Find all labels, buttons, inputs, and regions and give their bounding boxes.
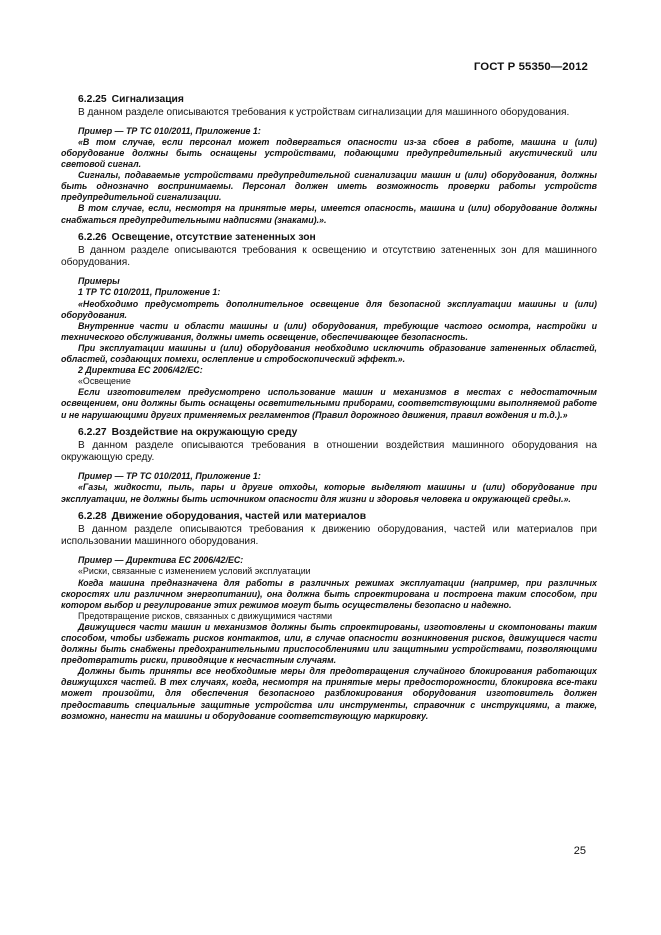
section-heading: Сигнализация (111, 94, 184, 105)
section-title (61, 511, 597, 524)
example-text: «Необходимо предусмотреть дополнительное освещение для безопасной эксплуатации машины и (или) оборудования. (61, 298, 597, 320)
example-label: «Риски, связанные с изменением условий эксплуатации (78, 566, 311, 577)
section-title (61, 427, 597, 440)
page-number: 25 (573, 845, 586, 857)
section-number: 6.2.25 (78, 94, 107, 105)
section-heading: Воздействие на окружающую среду (111, 426, 298, 438)
example-heading: Пример — ТР ТС 010/2011, Приложение 1: (78, 471, 261, 482)
example-subheading: 2 Директива ЕС 2006/42/ЕС: (78, 365, 203, 376)
section-body: В данном разделе описываются требования к движению оборудования, частей или материалов при использовании машинного оборудования. (61, 523, 597, 548)
section-heading: Освещение, отсутствие затененных зон (111, 231, 316, 243)
section-heading: Движение оборудования, частей или материалов (111, 510, 367, 522)
example-label: «Освещение (78, 376, 131, 387)
section-body: В данном разделе описываются требования к освещению и отсутствию затененных зон для машинного оборудования. (61, 244, 597, 269)
example-text: Внутренние части и области машины и (или) оборудования, требующие частого осмотра, настройки и технического обслуживания, должны иметь освещение, обеспечивающее безопасность. (61, 320, 597, 342)
example-text: Сигналы, подаваемые устройствами предупредительной сигнализации машин и (или) оборудования, должны быть однозначно воспринимаемы. Персонал должен иметь возможность проверки работы устройств предупредительной сигнализации. (61, 170, 597, 203)
example-text: «Газы, жидкости, пыль, пары и другие отходы, которые выделяют машины и (или) оборудование при эксплуатации, не должны быть источником опасности для жизни и здоровья человека и окружающей среды.». (61, 482, 597, 504)
document-header: ГОСТ Р 55350—2012 (473, 61, 588, 73)
example-text: «В том случае, если персонал может подвергаться опасности из-за сбоев в работе, машина и (или) оборудование должны быть оснащены устройствами, подающими предупредительный акустический или световой сигнал. (61, 136, 597, 170)
section-title (61, 232, 597, 245)
example-text: В том случае, если, несмотря на принятые меры, имеется опасность, машина и (или) оборудование должны снабжаться предупредительными надписями (знаками).». (61, 203, 597, 225)
example-heading: Пример — ТР ТС 010/2011, Приложение 1: (78, 125, 261, 136)
section-number: 6.2.26 (78, 231, 107, 243)
example-text: Если изготовителем предусмотрено использование машин и механизмов в местах с недостаточным освещением, они должны быть оснащены осветительными приборами, соответствующими выполняемой работе и не нарушающими других применяемых регламентов (Правил дорожного движения, правил вождения и т.д.).» (61, 387, 597, 420)
section-number: 6.2.28 (78, 510, 107, 522)
example-text: Когда машина предназначена для работы в различных режимах эксплуатации (например, при различных скоростях или различном энергопитании), она должна быть спроектирована и построена таким способом, при котором выбор и регулирование этих режимов могут быть осуществлены безопасно и надежно. (61, 577, 597, 610)
example-text: При эксплуатации машины и (или) оборудования необходимо исключить образование затененных областей, областей, создающих помехи, ослепление и стробоскопический эффект.». (61, 342, 597, 365)
example-text: Движущиеся части машин и механизмов должны быть спроектированы, изготовлены и скомпонованы таким способом, чтобы избежать рисков контактов, или, в случае опасности возникновения рисков, движущиеся части должны быть снабжены предохранительными приспособлениями или защитными устройствами, позволяющими предотвратить риски, приводящие к несчастным случаям. (61, 621, 597, 666)
example-heading: Пример — Директива ЕС 2006/42/ЕС: (78, 555, 244, 566)
section-body: В данном разделе описываются требования в отношении воздействия машинного оборудования на окружающую среду. (61, 439, 597, 464)
page-content (61, 94, 597, 722)
example-subheading: 1 ТР ТС 010/2011, Приложение 1: (78, 287, 221, 298)
example-label: Предотвращение рисков, связанных с движущимися частями (78, 610, 333, 621)
section-body: В данном разделе описываются требования к устройствам сигнализации для машинного оборудования. (78, 106, 570, 118)
section-number: 6.2.27 (78, 426, 107, 438)
section-title (61, 94, 597, 107)
example-text: Должны быть приняты все необходимые меры для предотвращения случайного блокирования работающих движущихся частей. В тех случаях, когда, несмотря на принятые меры предосторожности, блокировка все-таки может произойти, для обеспечения безопасного разблокирования оборудования изготовитель должен предоставить специальные защитные устройства или инструменты, справочник с инструкциями, а также, возможно, нанести на машины и оборудование соответствующую маркировку. (61, 666, 597, 721)
example-heading: Примеры (78, 276, 120, 287)
